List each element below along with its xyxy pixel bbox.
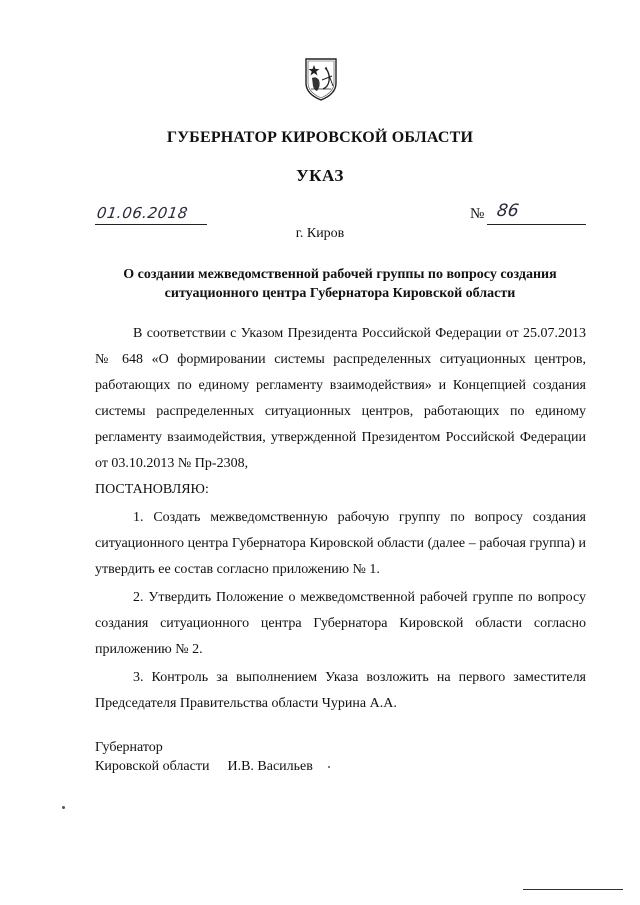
signatory-position-line-2: Кировской области xyxy=(95,759,210,774)
number-label: № xyxy=(470,206,485,222)
place-of-issue: г. Киров xyxy=(295,226,345,241)
signatory-name: И.В. Васильев xyxy=(227,759,313,774)
clause-2: 2. Утвердить Положение о межведомственной рабочей группе по вопросу создания ситуационного центра Губернатора Кировской области согласно приложению № 2. xyxy=(95,590,586,657)
decree-date-field xyxy=(95,203,207,225)
decree-subject xyxy=(95,265,585,303)
subject-line-2: ситуационного центра Губернатора Кировской области xyxy=(164,286,516,301)
document-type: УКАЗ xyxy=(296,166,344,185)
decree-number: 86 xyxy=(495,201,521,221)
footer-rule xyxy=(523,889,623,890)
scan-speck xyxy=(62,806,65,809)
authority-title: ГУБЕРНАТОР КИРОВСКОЙ ОБЛАСТИ xyxy=(166,129,474,146)
decree-body xyxy=(95,321,586,717)
kirov-region-coat-of-arms-icon xyxy=(302,56,340,102)
signatory-position-line-1: Губернатор xyxy=(95,740,163,755)
signature-block xyxy=(95,738,313,776)
scan-speck xyxy=(328,766,330,768)
decree-number-field xyxy=(487,203,586,225)
preamble-paragraph: В соответствии с Указом Президента Российской Федерации от 25.07.2013 № 648 «О формировании системы распределенных ситуационных центров, работающих по единому регламенту взаимодействия» и Концепцией создания системы распределенных ситуационных центров, работающих по единому регламенту взаимодействия, утвержденной Президентом Российской Федерации от 03.10.2013 № Пр-2308, xyxy=(95,326,586,471)
clause-1: 1. Создать межведомственную рабочую группу по вопросу создания ситуационного центра Губернатора Кировской области (далее – рабочая группа) и утвердить ее состав согласно приложению № 1. xyxy=(95,510,586,577)
signatory-row xyxy=(95,757,313,776)
resolve-word: ПОСТАНОВЛЯЮ: xyxy=(95,482,209,497)
subject-line-1: О создании межведомственной рабочей группы по вопросу создания xyxy=(123,267,557,282)
clause-3: 3. Контроль за выполнением Указа возложить на первого заместителя Председателя Правительства области Чурина А.А. xyxy=(95,670,586,711)
decree-date: 01.06.2018 xyxy=(95,204,190,222)
